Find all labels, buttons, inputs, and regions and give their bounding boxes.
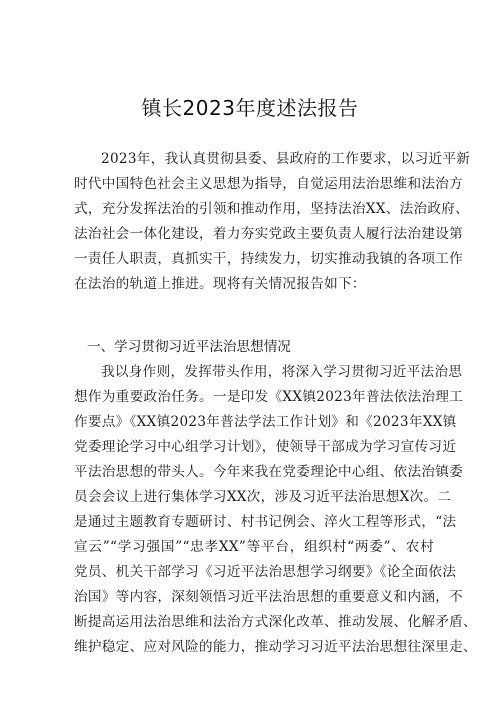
paragraph-line: 我以身作则，发挥带头作用，将深入学习贯彻习近平法治思 — [101, 364, 463, 380]
paragraph-line: 员会会议上进行集体学习XX次，涉及习近平法治思想X次。二 — [74, 489, 452, 505]
paragraph-line: 法治社会一体化建设，着力夯实党政主要负责人履行法治建设第 — [74, 226, 464, 242]
paragraph-line: 式，充分发挥法治的引领和推动作用，坚持法治XX、法治政府、 — [74, 201, 470, 217]
paragraph-line: 平法治思想的带头人。今年来我在党委理论中心组、依法治镇委 — [74, 464, 464, 480]
paragraph-line: 在法治的轨道上推进。现将有关情况报告如下： — [74, 276, 366, 292]
paragraph-line: 党员、机关干部学习《习近平法治思想学习纲要》《论全面依法 — [74, 564, 457, 580]
paragraph-line: 断提高运用法治思维和法治方式深化改革、推动发展、化解矛盾、 — [74, 614, 477, 630]
paragraph-line: 想作为重要政治任务。一是印发《XX镇2023年普法依法治理工 — [74, 389, 464, 405]
paragraph-line: 时代中国特色社会主义思想为指导，自觉运用法治思维和法治方 — [74, 176, 464, 192]
paragraph-line: 维护稳定、应对风险的能力，推动学习习近平法治思想往深里走、 — [74, 639, 477, 655]
intro-paragraph — [74, 147, 471, 297]
paragraph-line: 2023年，我认真贯彻县委、县政府的工作要求，以习近平新 — [101, 151, 471, 167]
section-heading: 一、学习贯彻习近平法治思想情况 — [87, 339, 291, 355]
paragraph-line: 是通过主题教育专题研讨、村书记例会、淬火工程等形式，“法 — [74, 514, 457, 530]
paragraph-line: 一责任人职责，真抓实干，持续发力，切实推动我镇的各项工作 — [74, 251, 464, 267]
document-title: 镇长2023年度述法报告 — [141, 96, 359, 120]
paragraph-line: 治国》等内容，深刻领悟习近平法治思想的重要意义和内涵，不 — [74, 589, 464, 605]
paragraph-line: 党委理论学习中心组学习计划》，使领导干部成为学习宣传习近 — [74, 439, 457, 455]
section1-paragraph — [74, 360, 477, 660]
paragraph-line: 作要点》《XX镇2023年普法学法工作计划》和《2023年XX镇 — [74, 414, 457, 430]
paragraph-line: 宣云”“学习强国”“忠孝XX”等平台，组织村“两委”、农村 — [74, 539, 434, 555]
